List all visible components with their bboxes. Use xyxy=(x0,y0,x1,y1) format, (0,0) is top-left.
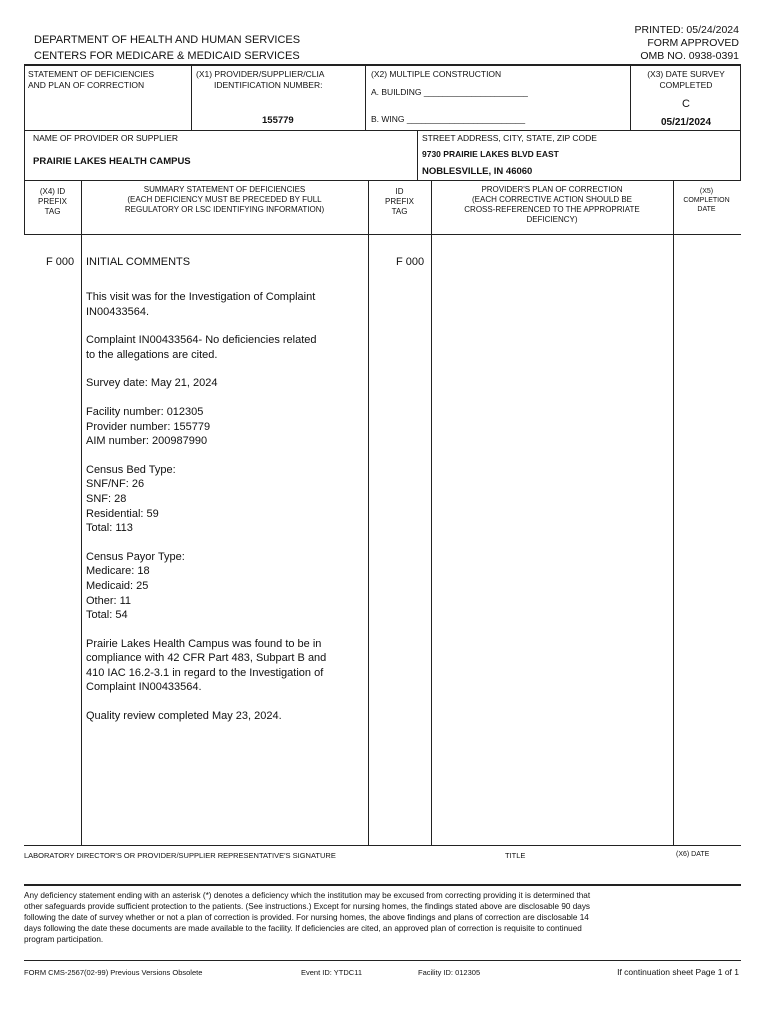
plan-header: PROVIDER'S PLAN OF CORRECTION (EACH CORRECTIVE ACTION SHOULD BE CROSS-REFERENCED TO THE APPROPRIATE DEFICIENCY) xyxy=(464,185,640,224)
x3-label: (X3) DATE SURVEY COMPLETED xyxy=(647,69,725,90)
x5-header: (X5) COMPLETION DATE xyxy=(683,188,730,213)
table-line xyxy=(24,130,741,131)
x1-label: (X1) PROVIDER/SUPPLIER/CLIA IDENTIFICATION NUMBER: xyxy=(196,69,325,90)
comment-paragraph: Quality review completed May 23, 2024. xyxy=(86,710,282,723)
tag-right: F 000 xyxy=(396,256,425,268)
table-line xyxy=(24,234,741,235)
table-line xyxy=(24,64,25,130)
table-line xyxy=(81,180,82,845)
x2-label: (X2) MULTIPLE CONSTRUCTION xyxy=(371,69,502,79)
address-line1: 9730 PRAIRIE LAKES BLVD EAST xyxy=(422,149,559,159)
agency-title: CENTERS FOR MEDICARE & MEDICAID SERVICES xyxy=(34,50,300,62)
table-line xyxy=(368,180,369,845)
continuation-page: If continuation sheet Page 1 of 1 xyxy=(617,967,739,977)
table-line xyxy=(365,64,366,130)
department-title: DEPARTMENT OF HEALTH AND HUMAN SERVICES xyxy=(34,34,301,46)
wing-field: B. WING _________________________ xyxy=(371,114,526,124)
form-number: FORM CMS-2567(02-99) Previous Versions Obsolete xyxy=(24,968,203,977)
table-line xyxy=(431,180,432,845)
comment-paragraph: Complaint IN00433564- No deficiencies related to the allegations are cited. xyxy=(86,334,317,361)
comment-paragraph: Facility number: 012305 Provider number: 155779 AIM number: 200987990 xyxy=(86,405,211,448)
facility-id: Facility ID: 012305 xyxy=(418,968,481,977)
comment-paragraph: Prairie Lakes Health Campus was found to be in compliance with 42 CFR Part 483, Subpart B and 410 IAC 16.2-3.1 in regard to the Investigation of Complaint IN00433564. xyxy=(86,637,327,694)
survey-letter: C xyxy=(682,98,690,110)
x4-header: (X4) ID PREFIX TAG xyxy=(38,187,67,216)
comment-paragraph: Census Bed Type: SNF/NF: 26 SNF: 28 Residential: 59 Total: 113 xyxy=(86,463,176,535)
id-header: ID PREFIX TAG xyxy=(385,187,414,216)
form-approved: FORM APPROVED xyxy=(647,37,739,49)
table-line xyxy=(191,64,192,130)
provider-number: 155779 xyxy=(262,115,294,126)
table-line xyxy=(24,130,25,180)
top-border xyxy=(24,64,741,66)
table-line xyxy=(417,130,418,180)
table-line xyxy=(740,64,741,180)
provider-label: NAME OF PROVIDER OR SUPPLIER xyxy=(33,133,178,143)
statement-label: STATEMENT OF DEFICIENCIES AND PLAN OF CORRECTION xyxy=(28,69,155,90)
table-line xyxy=(673,180,674,845)
comment-paragraph: Survey date: May 21, 2024 xyxy=(86,377,218,390)
address-label: STREET ADDRESS, CITY, STATE, ZIP CODE xyxy=(422,133,597,143)
building-field: A. BUILDING ______________________ xyxy=(371,87,528,97)
title-label: TITLE xyxy=(505,851,526,860)
initial-comments-heading: INITIAL COMMENTS xyxy=(86,256,191,268)
tag-left: F 000 xyxy=(46,256,75,268)
signature-divider xyxy=(24,884,741,886)
address-line2: NOBLESVILLE, IN 46060 xyxy=(422,166,533,177)
event-id: Event ID: YTDC11 xyxy=(301,968,362,977)
printed-date: PRINTED: 05/24/2024 xyxy=(634,24,739,36)
date-label: (X6) DATE xyxy=(676,851,710,858)
comments-body xyxy=(86,290,366,738)
table-line xyxy=(24,845,741,846)
disclaimer-text: Any deficiency statement ending with an asterisk (*) denotes a deficiency which the institution may be excused from correcting providing it is determined that other safeguards provide sufficient protection to the patients. (See instructions.) Except for nursing homes, the findings stated above are disclosable 90 days following the date of survey whether or not a plan of correction is provided. For nursing homes, the above findings and plans of correction are disclosable 14 days following the date these documents are made available to the facility. If deficiencies are cited, an approved plan of correction is requisite to continued program participation. xyxy=(24,891,591,944)
table-line xyxy=(630,64,631,130)
survey-date: 05/21/2024 xyxy=(660,117,712,128)
provider-name: PRAIRIE LAKES HEALTH CAMPUS xyxy=(33,156,191,167)
footer-divider xyxy=(24,960,741,961)
comment-paragraph: Census Payor Type: Medicare: 18 Medicaid: 25 Other: 11 Total: 54 xyxy=(86,550,185,622)
summary-header: SUMMARY STATEMENT OF DEFICIENCIES (EACH DEFICIENCY MUST BE PRECEDED BY FULL REGULATORY OR LSC IDENTIFYING INFORMATION) xyxy=(124,185,325,214)
comment-paragraph: This visit was for the Investigation of Complaint IN00433564. xyxy=(86,291,316,318)
omb-number: OMB NO. 0938-0391 xyxy=(640,50,739,62)
table-line xyxy=(24,180,741,181)
signature-label: LABORATORY DIRECTOR'S OR PROVIDER/SUPPLIER REPRESENTATIVE'S SIGNATURE xyxy=(24,851,336,860)
